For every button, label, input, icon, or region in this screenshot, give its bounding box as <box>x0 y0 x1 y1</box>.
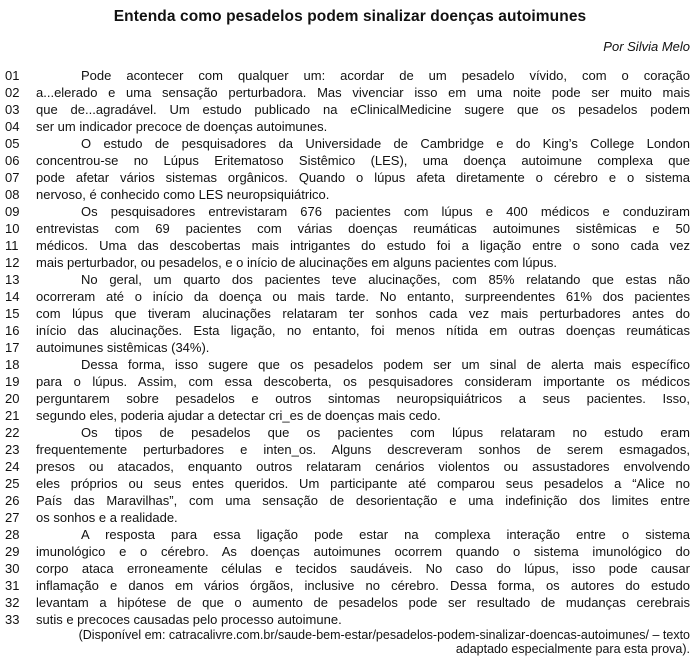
line-text: médicos. Uma das descobertas mais intrigantes do estudo foi a ligação entre o sono cada vez <box>36 238 690 253</box>
line-number: 06 <box>5 153 20 168</box>
line-text: Pode acontecer com qualquer um: acordar de um pesadelo vívido, com o coração <box>81 68 690 83</box>
line-text: inflamação e danos em vários órgãos, inclusive no cérebro. Dessa forma, os autores do estudo <box>36 578 690 593</box>
line-number: 25 <box>5 476 20 491</box>
line-number: 13 <box>5 272 20 287</box>
document-page <box>0 8 700 664</box>
article-body <box>0 67 700 628</box>
line-text: imunológico e o cérebro. As doenças autoimunes ocorrem quando o sistema imunológico do <box>36 544 690 559</box>
line-text: com lúpus que tiveram alucinações relataram ter sonhos cada vez mais perturbadores antes do <box>36 306 690 321</box>
line-text: Dessa forma, isso sugere que os pesadelos podem ser um sinal de alerta mais específico <box>81 357 690 372</box>
line-text: frequentemente perturbadores e inten_os. Alguns descreveram sonhos de serem esmagados, <box>36 442 690 457</box>
line-text: para o lúpus. Assim, com essa descoberta, os pesquisadores consideram importante os médicos <box>36 374 690 389</box>
line-text: nervoso, é conhecido como LES neuropsiquiátrico. <box>36 187 330 202</box>
line-text: Os tipos de pesadelos que os pacientes com lúpus relataram no estudo eram <box>81 425 690 440</box>
line-number: 29 <box>5 544 20 559</box>
text-line <box>0 611 700 628</box>
text-line <box>0 84 700 101</box>
line-number: 23 <box>5 442 20 457</box>
text-line <box>0 339 700 356</box>
line-number: 19 <box>5 374 20 389</box>
line-text: perguntarem sobre pesadelos e outros sintomas neuropsiquiátricos a seus pacientes. Isso, <box>36 391 690 406</box>
line-text: ser um indicador precoce de doenças autoimunes. <box>36 119 328 134</box>
text-line <box>0 526 700 543</box>
text-line <box>0 322 700 339</box>
source-note <box>0 628 700 656</box>
line-text: os sonhos e a realidade. <box>36 510 178 525</box>
source-note-line-1: (Disponível em: catracalivre.com.br/saude-bem-estar/pesadelos-podem-sinalizar-doencas-autoimunes/ – texto <box>78 628 690 642</box>
line-text: concentrou-se no Lúpus Eritematoso Sistêmico (LES), uma doença autoimune complexa que <box>36 153 690 168</box>
line-text: autoimunes sistêmicas (34%). <box>36 340 210 355</box>
line-number: 32 <box>5 595 20 610</box>
line-text: início das alucinações. Esta ligação, no entanto, foi menos nítida em outras doenças reumáticas <box>36 323 690 338</box>
text-line <box>0 458 700 475</box>
line-text: entrevistas com 69 pacientes com várias doenças reumáticas autoimunes sistêmicas e 50 <box>36 221 690 236</box>
line-number: 16 <box>5 323 20 338</box>
line-text: presos ou atacados, enquanto outros relataram cenários violentos ou assustadores envolvendo <box>36 459 690 474</box>
text-line <box>0 288 700 305</box>
line-text: Os pesquisadores entrevistaram 676 pacientes com lúpus e 400 médicos e conduziram <box>81 204 690 219</box>
text-line <box>0 101 700 118</box>
text-line <box>0 305 700 322</box>
line-number: 07 <box>5 170 20 185</box>
line-number: 17 <box>5 340 20 355</box>
line-number: 26 <box>5 493 20 508</box>
line-number: 03 <box>5 102 20 117</box>
line-text: mais perturbador, ou pesadelos, e o início de alucinações em alguns pacientes com lúpus. <box>36 255 558 270</box>
text-line <box>0 203 700 220</box>
text-line <box>0 237 700 254</box>
line-number: 20 <box>5 391 20 406</box>
line-number: 28 <box>5 527 20 542</box>
line-number: 12 <box>5 255 20 270</box>
text-line <box>0 492 700 509</box>
line-number: 04 <box>5 119 20 134</box>
line-number: 05 <box>5 136 20 151</box>
line-number: 08 <box>5 187 20 202</box>
line-number: 15 <box>5 306 20 321</box>
line-text: País das Maravilhas”, com uma sensação de desorientação e uma indefinição dos limites entre <box>36 493 690 508</box>
text-line <box>0 424 700 441</box>
line-number: 27 <box>5 510 20 525</box>
text-line <box>0 186 700 203</box>
line-number: 33 <box>5 612 20 627</box>
text-line <box>0 390 700 407</box>
line-number: 24 <box>5 459 20 474</box>
text-line <box>0 441 700 458</box>
line-number: 18 <box>5 357 20 372</box>
line-text: a...elerado e uma sensação perturbadora. Mas vivenciar isso em uma noite pode ser muito mais <box>36 85 690 100</box>
line-text: A resposta para essa ligação pode estar na complexa interação entre o sistema <box>81 527 690 542</box>
text-line <box>0 152 700 169</box>
text-line <box>0 271 700 288</box>
source-note-line-2: adaptado especialmente para esta prova). <box>455 642 690 656</box>
line-text: ocorreram até o início da doença ou mais tarde. No entanto, surpreendentes 61% dos pacientes <box>36 289 690 304</box>
line-text: pode afetar vários sistemas orgânicos. Quando o lúpus afeta diretamente o cérebro e o sistema <box>36 170 690 185</box>
text-line <box>0 67 700 84</box>
text-line <box>0 356 700 373</box>
line-text: sutis e precoces causadas pelo processo autoimune. <box>36 612 342 627</box>
line-number: 22 <box>5 425 20 440</box>
line-text: eles próprios ou seus entes queridos. Um participante até comparou seus pesadelos a “Alice no <box>36 476 690 491</box>
line-number: 21 <box>5 408 20 423</box>
line-text: que de...agradável. Um estudo publicado na eClinicalMedicine sugere que os pesadelos podem <box>36 102 690 117</box>
article-byline: Por Silvia Melo <box>603 39 690 54</box>
line-text: O estudo de pesquisadores da Universidade de Cambridge e do King’s College London <box>81 136 690 151</box>
line-number: 10 <box>5 221 20 236</box>
text-line <box>0 594 700 611</box>
article-title: Entenda como pesadelos podem sinalizar doenças autoimunes <box>113 8 587 25</box>
line-number: 01 <box>5 68 20 83</box>
text-line <box>0 373 700 390</box>
text-line <box>0 135 700 152</box>
line-text: No geral, um quarto dos pacientes teve alucinações, com 85% relatando que estas não <box>81 272 690 287</box>
text-line <box>0 543 700 560</box>
text-line <box>0 509 700 526</box>
text-line <box>0 577 700 594</box>
text-line <box>0 254 700 271</box>
line-number: 11 <box>5 238 19 253</box>
line-number: 02 <box>5 85 20 100</box>
line-text: levantam a hipótese de que o aumento de pesadelos pode ser resultado de mudanças cerebrais <box>36 595 690 610</box>
line-number: 30 <box>5 561 20 576</box>
text-line <box>0 220 700 237</box>
line-number: 09 <box>5 204 20 219</box>
text-line <box>0 118 700 135</box>
line-text: corpo ataca erroneamente células e tecidos saudáveis. No caso do lúpus, isso pode causar <box>36 561 690 576</box>
text-line <box>0 407 700 424</box>
text-line <box>0 560 700 577</box>
line-number: 14 <box>5 289 20 304</box>
line-text: segundo eles, poderia ajudar a detectar cri_es de doenças mais cedo. <box>36 408 441 423</box>
text-line <box>0 475 700 492</box>
text-line <box>0 169 700 186</box>
line-number: 31 <box>5 578 20 593</box>
